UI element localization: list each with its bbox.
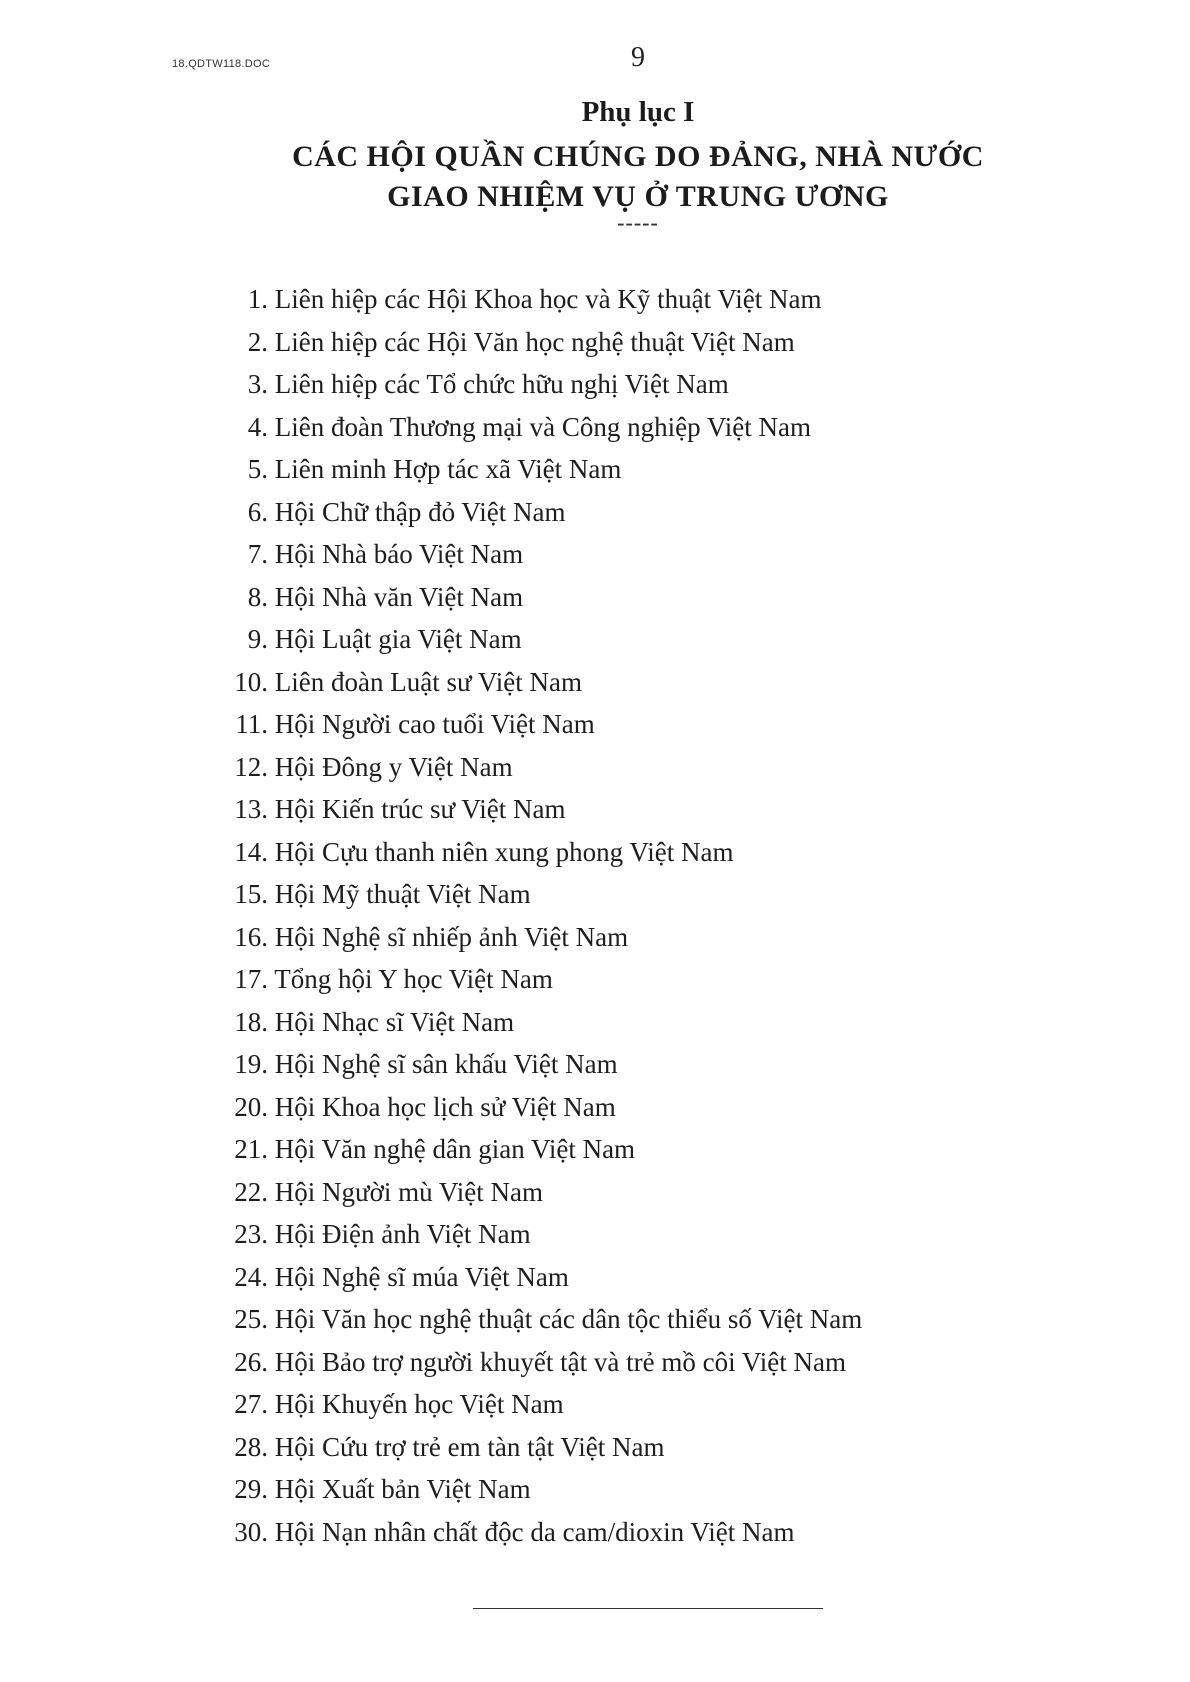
page-title-line-2: GIAO NHIỆM VỤ Ở TRUNG ƯƠNG xyxy=(387,180,889,213)
list-item-name: Hội Chữ thập đỏ Việt Nam xyxy=(274,496,566,527)
list-item-number: 23. xyxy=(234,1219,268,1249)
list-item xyxy=(232,1213,862,1256)
list-item-name: Hội Nhà văn Việt Nam xyxy=(274,581,524,612)
list-item-number: 24. xyxy=(234,1261,268,1292)
list-item xyxy=(232,916,862,959)
list-item-name: Hội Kiến trúc sư Việt Nam xyxy=(274,794,566,824)
list-item xyxy=(232,1383,862,1426)
list-item-number: 17. xyxy=(234,964,268,994)
list-item-name: Hội Khuyến học Việt Nam xyxy=(274,1389,564,1419)
list-item-name: Hội Cứu trợ trẻ em tàn tật Việt Nam xyxy=(274,1431,665,1462)
list-item-number: 10. xyxy=(234,666,268,697)
list-item-name: Liên hiệp các Hội Khoa học và Kỹ thuật Việt Nam xyxy=(274,284,822,314)
list-item-number: 30. xyxy=(234,1516,268,1547)
list-item xyxy=(232,1128,862,1171)
list-item-name: Liên hiệp các Tổ chức hữu nghị Việt Nam xyxy=(274,369,729,399)
list-item-name: Hội Mỹ thuật Việt Nam xyxy=(274,879,531,909)
list-item-number: 9. xyxy=(247,624,268,654)
list-item-name: Liên hiệp các Hội Văn học nghệ thuật Việt Nam xyxy=(274,326,795,357)
list-item-name: Hội Nghệ sĩ sân khấu Việt Nam xyxy=(274,1049,618,1079)
list-item xyxy=(232,661,862,704)
list-item xyxy=(232,873,862,916)
footer-divider xyxy=(473,1608,823,1609)
list-item xyxy=(232,278,862,321)
list-item xyxy=(232,406,862,449)
list-item-number: 3. xyxy=(247,369,268,399)
list-item-number: 5. xyxy=(247,454,268,484)
list-item xyxy=(232,491,862,534)
list-item-number: 6. xyxy=(247,496,268,527)
list-item xyxy=(232,746,862,789)
list-item-name: Hội Nghệ sĩ múa Việt Nam xyxy=(274,1261,569,1292)
list-item-name: Hội Văn học nghệ thuật các dân tộc thiểu số Việt Nam xyxy=(274,1304,863,1334)
page-number: 9 xyxy=(631,42,645,73)
list-item-number: 18. xyxy=(234,1006,268,1037)
list-item-name: Tổng hội Y học Việt Nam xyxy=(274,964,553,994)
list-item xyxy=(232,363,862,406)
list-item xyxy=(232,1341,862,1384)
list-item-name: Hội Luật gia Việt Nam xyxy=(274,624,522,654)
list-item-number: 15. xyxy=(234,879,268,909)
list-item xyxy=(232,703,862,746)
list-item-number: 27. xyxy=(234,1389,268,1419)
list-item xyxy=(232,1468,862,1511)
list-item xyxy=(232,1171,862,1214)
list-item xyxy=(232,831,862,874)
list-item xyxy=(232,1086,862,1129)
file-name: 18.QDTW118.DOC xyxy=(172,58,271,70)
list-item-number: 22. xyxy=(234,1176,268,1207)
list-item-number: 16. xyxy=(234,921,268,952)
list-item-name: Hội Bảo trợ người khuyết tật và trẻ mồ côi Việt Nam xyxy=(274,1346,846,1377)
list-item-name: Hội Khoa học lịch sử Việt Nam xyxy=(274,1091,616,1122)
list-item xyxy=(232,958,862,1001)
list-item-name: Liên minh Hợp tác xã Việt Nam xyxy=(274,454,622,484)
list-item-number: 28. xyxy=(234,1431,268,1462)
list-item-name: Hội Người mù Việt Nam xyxy=(274,1176,544,1207)
list-item-number: 12. xyxy=(234,751,268,782)
list-item-name: Liên đoàn Thương mại và Công nghiệp Việt Nam xyxy=(274,411,811,442)
list-item xyxy=(232,1001,862,1044)
list-item xyxy=(232,1298,862,1341)
list-item-number: 21. xyxy=(234,1134,268,1164)
list-item-number: 7. xyxy=(247,539,268,569)
list-item-name: Hội Cựu thanh niên xung phong Việt Nam xyxy=(274,836,734,867)
list-item-name: Liên đoàn Luật sư Việt Nam xyxy=(274,666,582,697)
list-item xyxy=(232,1256,862,1299)
list-item-number: 29. xyxy=(234,1474,268,1504)
list-item-number: 25. xyxy=(234,1304,268,1334)
list-item-name: Hội Đông y Việt Nam xyxy=(274,751,513,782)
list-item-name: Hội Nghệ sĩ nhiếp ảnh Việt Nam xyxy=(274,921,629,952)
list-item-number: 4. xyxy=(247,411,268,442)
page-title-line-1: CÁC HỘI QUẦN CHÚNG DO ĐẢNG, NHÀ NƯỚC xyxy=(292,140,984,173)
list-item xyxy=(232,1043,862,1086)
appendix-label: Phụ lục I xyxy=(581,96,695,128)
list-item-number: 8. xyxy=(247,581,268,612)
list-item-number: 1. xyxy=(247,284,268,314)
list-item-number: 26. xyxy=(234,1346,268,1377)
list-item xyxy=(232,576,862,619)
list-item-name: Hội Điện ảnh Việt Nam xyxy=(274,1219,531,1249)
list-item-name: Hội Nhạc sĩ Việt Nam xyxy=(274,1006,515,1037)
list-item-number: 20. xyxy=(234,1091,268,1122)
list-item xyxy=(232,618,862,661)
title-separator: ----- xyxy=(617,210,659,235)
list-item-name: Hội Văn nghệ dân gian Việt Nam xyxy=(274,1134,636,1164)
list-item-number: 13. xyxy=(234,794,268,824)
list-item-name: Hội Nạn nhân chất độc da cam/dioxin Việt Nam xyxy=(274,1516,795,1547)
list-item xyxy=(232,1511,862,1554)
organization-list xyxy=(232,278,862,1553)
list-item-number: 14. xyxy=(234,836,268,867)
list-item xyxy=(232,533,862,576)
list-item xyxy=(232,321,862,364)
list-item-number: 11. xyxy=(235,709,268,739)
list-item xyxy=(232,448,862,491)
list-item-name: Hội Người cao tuổi Việt Nam xyxy=(274,709,595,739)
list-item-number: 19. xyxy=(234,1049,268,1079)
list-item-name: Hội Xuất bản Việt Nam xyxy=(274,1474,531,1504)
list-item xyxy=(232,1426,862,1469)
list-item xyxy=(232,788,862,831)
list-item-name: Hội Nhà báo Việt Nam xyxy=(274,539,524,569)
list-item-number: 2. xyxy=(247,326,268,357)
